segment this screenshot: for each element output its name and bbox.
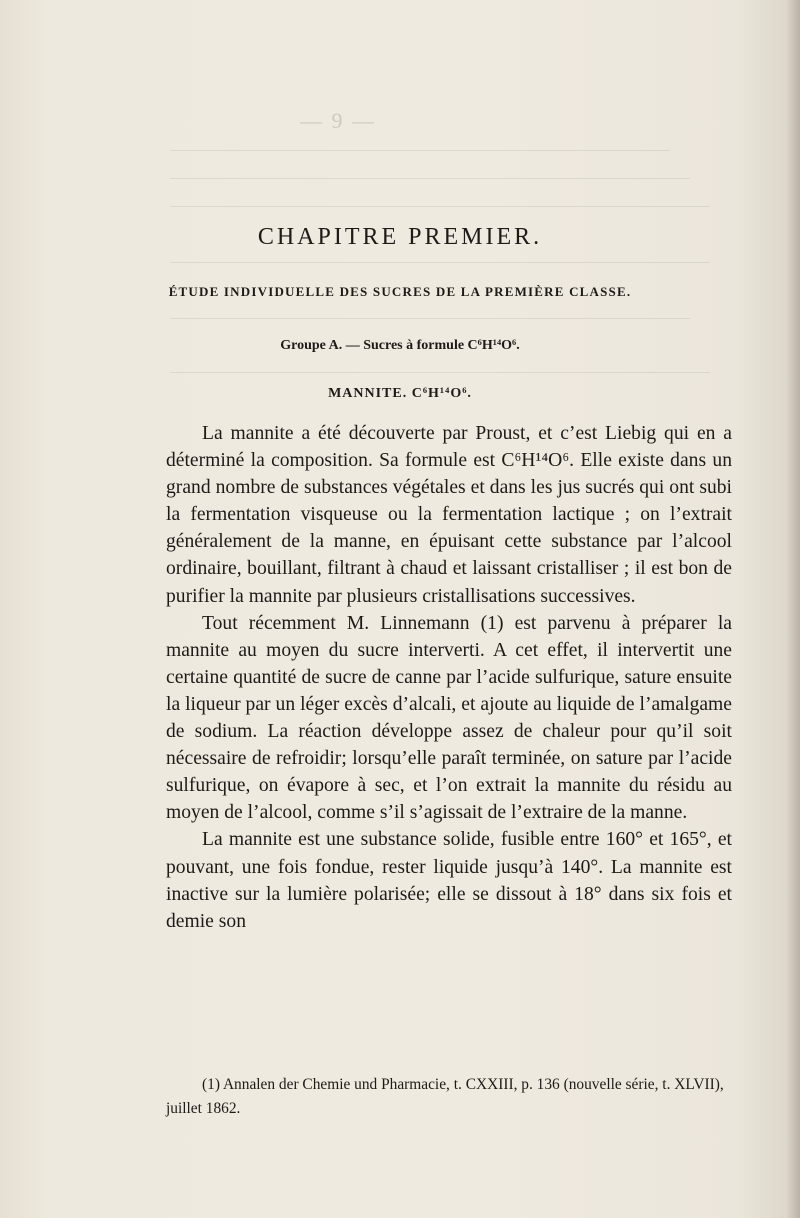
show-through-line: [170, 206, 710, 207]
chapter-title: CHAPITRE PREMIER.: [257, 224, 543, 250]
paragraph: La mannite est une substance solide, fusible entre 160° et 165°, et pouvant, une fois fondue, rester liquide jusqu’à 140°. La mannite est inactive sur la lumière polarisée; elle se dissout à 18° dans six fois et demie son: [166, 829, 732, 932]
section-title: ÉTUDE INDIVIDUELLE DES SUCRES DE LA PREMIÈRE CLASSE.: [168, 284, 632, 299]
show-through-line: [170, 262, 710, 263]
show-through-line: [170, 372, 710, 373]
group-title: Groupe A. — Sucres à formule C⁶H¹⁴O⁶.: [280, 338, 520, 353]
show-through-line: [170, 178, 690, 179]
show-through-line: [170, 318, 690, 319]
body-text: [166, 420, 732, 935]
subject-title: MANNITE. C⁶H¹⁴O⁶.: [328, 386, 472, 401]
gutter-shadow: [786, 0, 800, 1218]
show-through-line: [170, 150, 670, 151]
show-through-page-number: — 9 —: [300, 108, 376, 133]
paragraph: La mannite a été découverte par Proust, et c’est Liebig qui en a déterminé la composition. Sa formule est C⁶H¹⁴O⁶. Elle existe dans un grand nombre de substances végétales et dans les jus sucrés qui ont subi la fermentation visqueuse ou la fermentation lactique ; on l’extrait généralement de la manne, en épuisant cette substance par l’alcool ordinaire, bouillant, filtrant à chaud et laissant cristalliser ; il est bon de purifier la mannite par plusieurs cristallisations successives.: [166, 423, 732, 607]
paragraph: Tout récemment M. Linnemann (1) est parvenu à préparer la mannite au moyen du sucre interverti. A cet effet, il intervertit une certaine quantité de sucre de canne par l’acide sulfurique, sature ensuite la liqueur par un léger excès d’alcali, et ajoute au liquide de l’amalgame de sodium. La réaction développe assez de chaleur pour qu’il soit nécessaire de refroidir; lorsqu’elle paraît terminée, on sature par l’acide sulfurique, on évapore à sec, et l’on extrait la mannite du résidu au moyen de l’alcool, comme s’il s’agissait de l’extraire de la manne.: [166, 612, 732, 824]
footnote-text: (1) Annalen der Chemie und Pharmacie, t. CXXIII, p. 136 (nouvelle série, t. XLVII), juillet 1862.: [166, 1076, 724, 1117]
footnote: [166, 1073, 732, 1121]
